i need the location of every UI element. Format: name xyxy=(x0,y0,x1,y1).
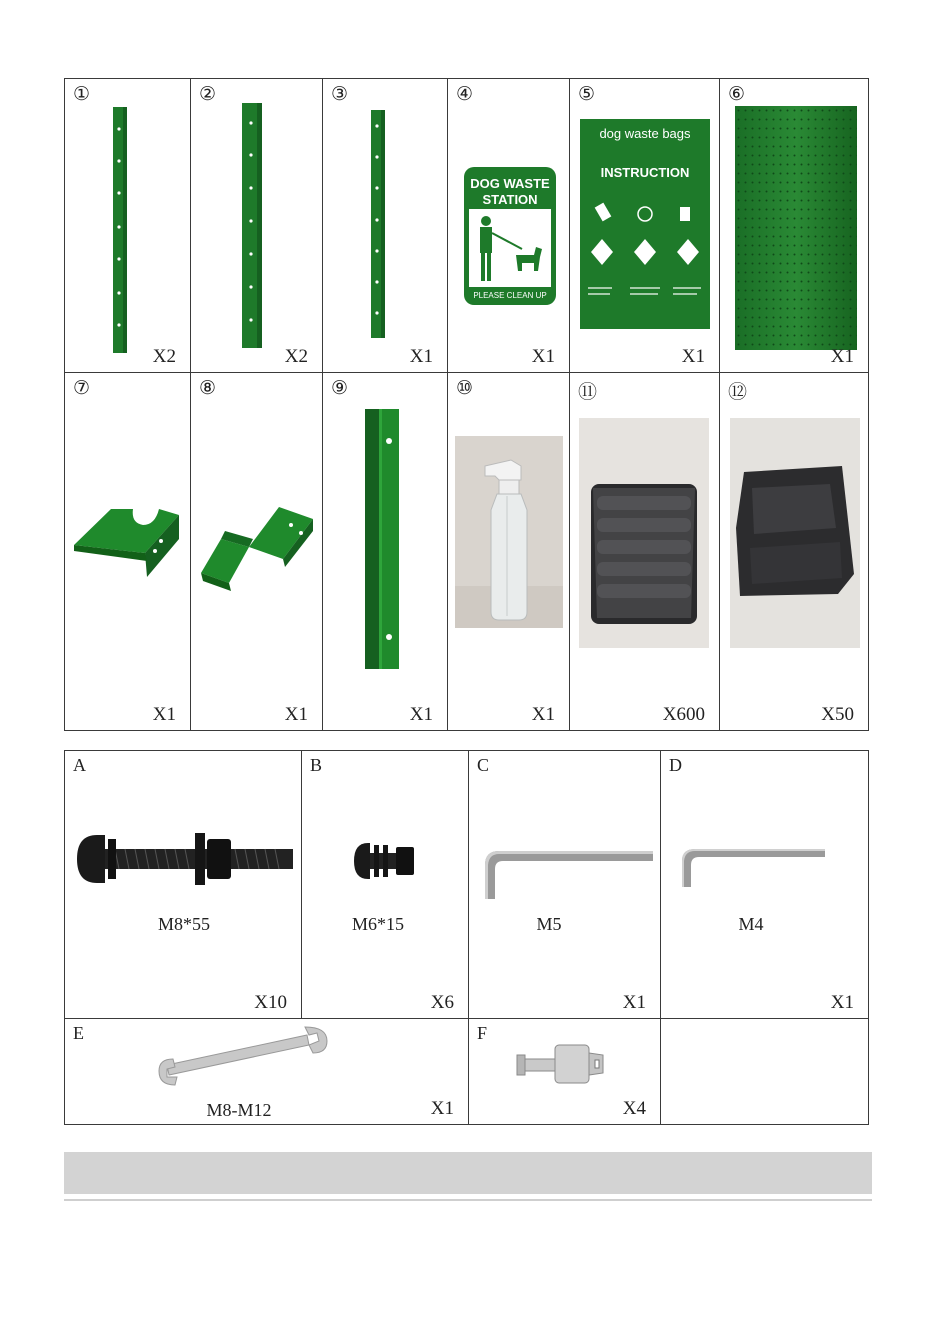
divider xyxy=(64,1199,872,1201)
hardware-cell-a xyxy=(64,750,302,1019)
hardware-cell-empty xyxy=(660,1018,869,1125)
hardware-letter: D xyxy=(669,755,682,775)
wrench-icon xyxy=(157,1025,329,1087)
part-quantity: X1 xyxy=(152,704,176,725)
sign-line-2: STATION xyxy=(482,192,538,207)
part-quantity: X1 xyxy=(531,704,555,725)
part-number: ② xyxy=(199,83,217,105)
hardware-quantity: X6 xyxy=(430,992,454,1013)
green-bar-part xyxy=(113,107,129,355)
part-cell-12 xyxy=(719,372,869,731)
part-cell-2 xyxy=(190,78,323,373)
part-quantity: X1 xyxy=(681,346,705,367)
part-cell-3 xyxy=(322,78,448,373)
waste-bag-rolls-photo xyxy=(579,418,709,648)
section-header-bar xyxy=(64,1152,872,1194)
part-number: ④ xyxy=(456,83,474,105)
dog-waste-station-sign xyxy=(464,167,556,305)
hardware-size: M8*55 xyxy=(157,914,210,934)
bolt-m8-icon xyxy=(75,829,293,889)
part-cell-11 xyxy=(569,372,720,731)
part-cell-8 xyxy=(190,372,323,731)
part-quantity: X1 xyxy=(409,704,433,725)
part-quantity: X1 xyxy=(409,346,433,367)
z-bracket-part xyxy=(199,503,315,595)
perforated-bin-panel xyxy=(735,106,857,350)
green-bar-part xyxy=(242,103,264,349)
hardware-letter: C xyxy=(477,755,490,775)
hardware-letter: F xyxy=(477,1023,488,1043)
hardware-cell-c xyxy=(468,750,661,1019)
hardware-quantity: X10 xyxy=(254,992,287,1013)
hardware-size: M4 xyxy=(738,914,764,934)
hardware-size: M6*15 xyxy=(351,914,404,934)
hardware-letter: B xyxy=(310,755,323,775)
hardware-cell-e xyxy=(64,1018,469,1125)
part-quantity: X2 xyxy=(152,346,176,367)
part-quantity: X1 xyxy=(830,346,854,367)
hardware-quantity: X4 xyxy=(622,1098,646,1119)
hardware-cell-d xyxy=(660,750,869,1019)
green-post-part xyxy=(363,409,403,671)
key-icon xyxy=(515,1039,607,1089)
hardware-cell-f xyxy=(468,1018,661,1125)
part-quantity: X2 xyxy=(284,346,308,367)
instruction-panel xyxy=(580,119,710,329)
hardware-size: M5 xyxy=(536,914,562,934)
hardware-letter: A xyxy=(73,755,86,775)
part-number: ③ xyxy=(331,83,349,105)
part-quantity: X50 xyxy=(821,704,854,725)
part-number: ⑧ xyxy=(199,377,217,399)
hardware-size: M8-M12 xyxy=(206,1100,272,1120)
part-number: ⑦ xyxy=(73,377,91,399)
hardware-cell-b xyxy=(301,750,469,1019)
part-cell-7 xyxy=(64,372,191,731)
part-quantity: X1 xyxy=(284,704,308,725)
part-number: ⑩ xyxy=(456,377,474,399)
part-number: ⑫ xyxy=(728,381,748,403)
hardware-quantity: X1 xyxy=(622,992,646,1013)
trash-bags-photo xyxy=(730,418,860,648)
part-number: ⑪ xyxy=(578,381,598,403)
hex-key-m4-icon xyxy=(679,847,827,889)
hardware-letter: E xyxy=(73,1023,84,1043)
u-bracket-part xyxy=(71,505,181,580)
sign-footer: PLEASE CLEAN UP xyxy=(473,291,547,300)
part-quantity: X600 xyxy=(662,704,705,725)
bolt-m6-icon xyxy=(352,841,416,881)
part-cell-5 xyxy=(569,78,720,373)
green-bar-part xyxy=(371,110,387,340)
part-cell-4 xyxy=(447,78,570,373)
part-number: ① xyxy=(73,83,91,105)
spray-bottle-photo xyxy=(455,436,563,628)
part-cell-1 xyxy=(64,78,191,373)
sign-line-1: DOG WASTE xyxy=(470,176,550,191)
part-number: ⑤ xyxy=(578,83,596,105)
part-number: ⑨ xyxy=(331,377,349,399)
hex-key-m5-icon xyxy=(481,847,655,903)
hardware-quantity: X1 xyxy=(430,1098,454,1119)
hardware-quantity: X1 xyxy=(830,992,854,1013)
part-cell-10 xyxy=(447,372,570,731)
instruction-heading: INSTRUCTION xyxy=(600,165,690,180)
part-cell-9 xyxy=(322,372,448,731)
part-number: ⑥ xyxy=(728,83,746,105)
instruction-title: dog waste bags xyxy=(599,126,691,141)
part-quantity: X1 xyxy=(531,346,555,367)
part-cell-6 xyxy=(719,78,869,373)
